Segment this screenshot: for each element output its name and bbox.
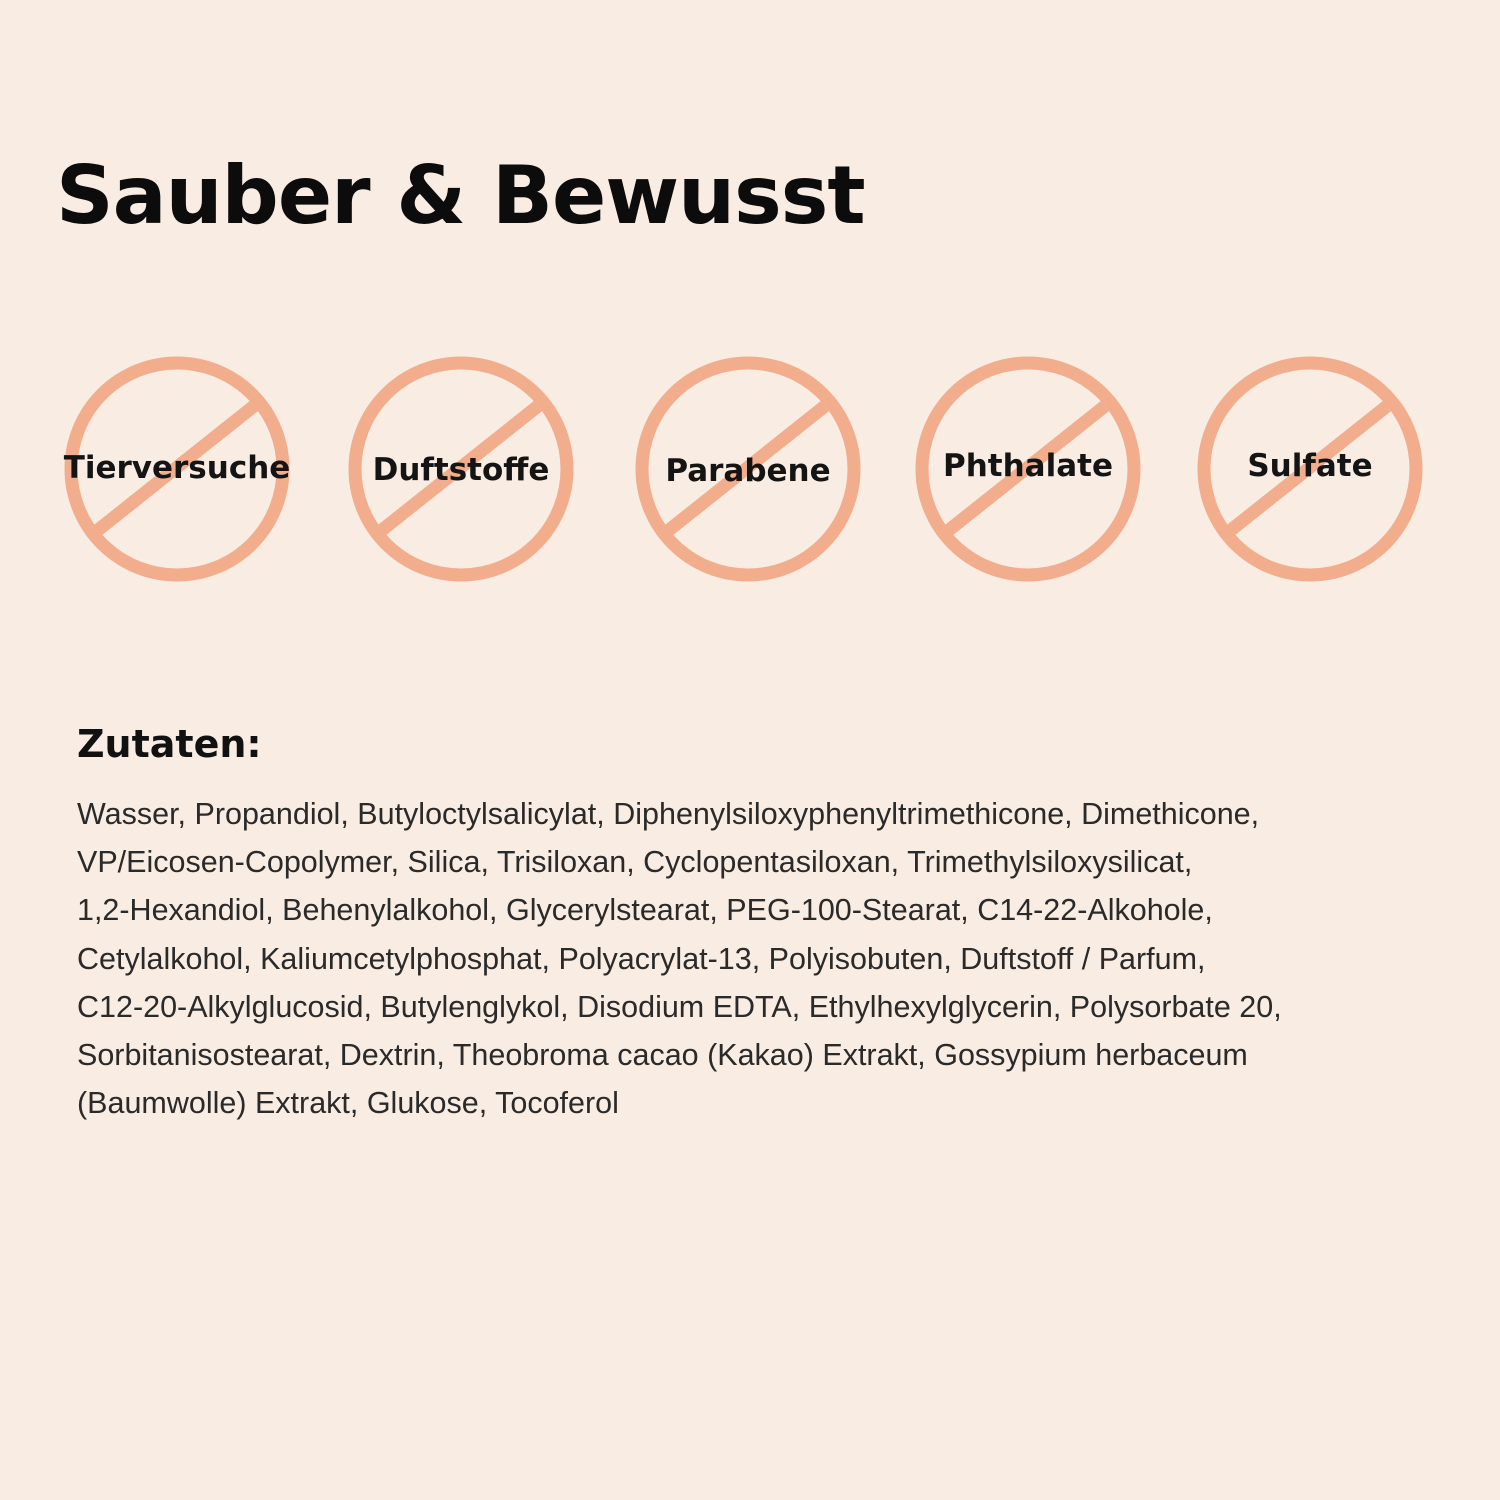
badge-label: Tierversuche: [63, 450, 291, 486]
ingredients-line: Cetylalkohol, Kaliumcetylphosphat, Polyacrylat-13, Polyisobuten, Duftstoff / Parfum,: [77, 941, 1206, 976]
ingredients-line: Wasser, Propandiol, Butyloctylsalicylat, Diphenylsiloxyphenyltrimethicone, Dimethicone,: [77, 797, 1260, 831]
badge-label: Parabene: [665, 453, 831, 489]
badge-label: Duftstoffe: [372, 452, 550, 488]
ingredients-heading: Zutaten:: [77, 722, 262, 766]
ingredients-list: [77, 790, 1407, 1127]
ingredients-line: VP/Eicosen-Copolymer, Silica, Trisiloxan, Cyclopentasiloxan, Trimethylsiloxysilicat,: [77, 845, 1193, 880]
page-title: Sauber & Bewusst: [56, 149, 865, 242]
ingredients-line: Sorbitanisostearat, Dextrin, Theobroma cacao (Kakao) Extrakt, Gossypium herbaceum: [77, 1038, 1248, 1073]
badge-label: Phthalate: [943, 448, 1113, 484]
badge-parabene: [635, 356, 861, 582]
badge-tierversuche: [64, 356, 290, 582]
ingredients-line: C12-20-Alkylglucosid, Butylenglykol, Disodium EDTA, Ethylhexylglycerin, Polysorbate 20,: [77, 989, 1282, 1024]
badge-sulfate: [1197, 356, 1423, 582]
badge-duftstoffe: [348, 356, 574, 582]
free-from-badges: [0, 356, 1500, 582]
ingredients-line: 1,2-Hexandiol, Behenylalkohol, Glycerylstearat, PEG-100-Stearat, C14-22-Alkohole,: [77, 893, 1213, 928]
badge-phthalate: [915, 356, 1141, 582]
badge-label: Sulfate: [1247, 448, 1373, 484]
ingredients-line: (Baumwolle) Extrakt, Glukose, Tocoferol: [77, 1086, 619, 1121]
